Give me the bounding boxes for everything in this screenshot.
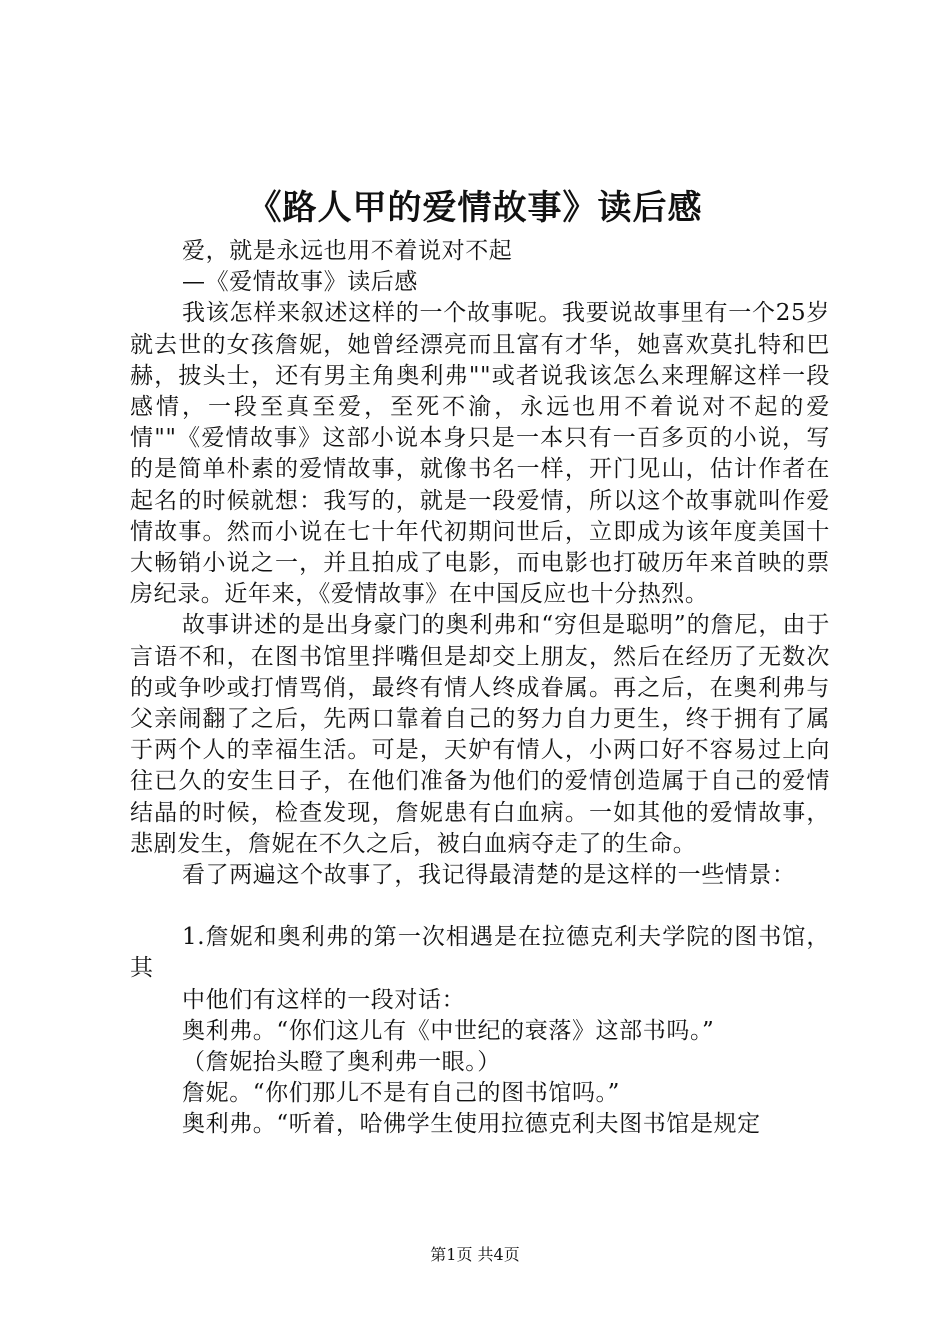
subtitle-line-2: —《爱情故事》读后感	[182, 269, 418, 296]
subtitle-line-1: 爱，就是永远也用不着说对不起	[182, 238, 513, 264]
dialogue-intro: 中他们有这样的一段对话：	[182, 986, 466, 1013]
paragraph-1: 我该怎样来叙述这样的一个故事呢。我要说故事里有一个25岁就去世的女孩詹妮，她曾经漂亮而且富有才华，她喜欢莫扎特和巴赫，披头士，还有男主角奥利弗""或者说我该怎么来理解这样一段感情，一段至真至爱，至死不渝，永远也用不着说对不起的爱情""《爱情故事》这部小说本身只是一本只有一百多页的小说，写的是简单朴素的爱情故事，就像书名一样，开门见山，估计作者在起名的时候就想：我写的，就是一段爱情，所以这个故事就叫作爱情故事。然而小说在七十年代初期问世后，立即成为该年度美国十大畅销小说之一，并且拍成了电影，而电影也打破历年来首映的票房纪录。近年来，《爱情故事》在中国反应也十分热烈。	[130, 300, 830, 608]
document-body	[130, 236, 830, 1141]
paragraph-spacer	[130, 891, 830, 922]
list-item-1: 1.詹妮和奥利弗的第一次相遇是在拉德克利夫学院的图书馆，其	[130, 924, 830, 982]
page-number: 第1页 共4页	[430, 1245, 520, 1264]
dialogue-line-1: 奥利弗。“你们这儿有《中世纪的衰落》这部书吗。”	[182, 1017, 715, 1044]
dialogue-line-2: （詹妮抬头瞪了奥利弗一眼。）	[182, 1049, 501, 1076]
dialogue-line-3: 詹妮。“你们那儿不是有自己的图书馆吗。”	[182, 1080, 621, 1107]
document-title: 《路人甲的爱情故事》读后感	[247, 188, 703, 228]
dialogue-line-4: 奥利弗。“听着，哈佛学生使用拉德克利夫图书馆是规定	[182, 1111, 761, 1138]
paragraph-2: 故事讲述的是出身豪门的奥利弗和“穷但是聪明”的詹尼，由于言语不和，在图书馆里拌嘴但是却交上朋友，然后在经历了无数次的或争吵或打情骂俏，最终有情人终成眷属。再之后，在奥利弗与父亲闹翻了之后，先两口靠着自己的努力自力更生，终于拥有了属于两个人的幸福生活。可是，天妒有情人，小两口好不容易过上向往已久的安生日子，在他们准备为他们的爱情创造属于自己的爱情结晶的时候，检查发现，詹妮患有白血病。一如其他的爱情故事，悲剧发生，詹妮在不久之后，被白血病夺走了的生命。	[130, 612, 830, 857]
paragraph-3: 看了两遍这个故事了，我记得最清楚的是这样的一些情景：	[182, 862, 796, 889]
